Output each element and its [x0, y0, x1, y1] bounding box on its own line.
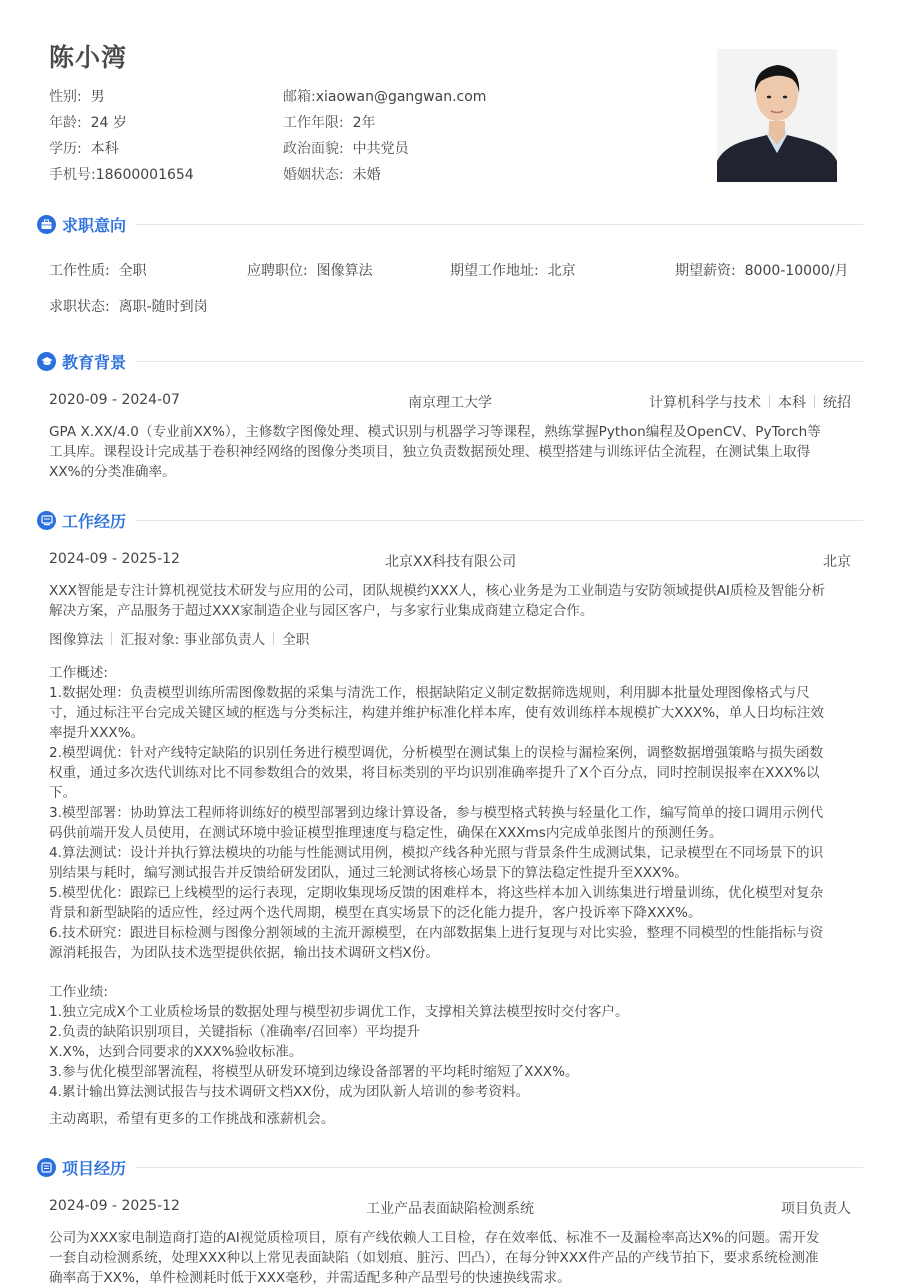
- school-name: 南京理工大学: [408, 395, 492, 411]
- job-position: 应聘职位: 图像算法: [247, 263, 373, 279]
- section-divider: [136, 361, 863, 362]
- job-location: 期望工作地址: 北京: [450, 263, 576, 279]
- separator: [769, 395, 770, 408]
- work-tag-report: 汇报对象: 事业部负责人: [120, 632, 266, 648]
- job-nature: 工作性质: 全职: [49, 263, 147, 279]
- info-experience-years: 工作年限: 2年: [283, 115, 376, 131]
- major: 计算机科学与技术: [649, 395, 761, 411]
- overview-title: 工作概述:: [49, 665, 108, 681]
- section-divider: [136, 224, 863, 225]
- leave-reason: 主动离职，希望有更多的工作挑战和涨薪机会。: [49, 1111, 335, 1127]
- candidate-name: 陈小湾: [49, 43, 128, 72]
- section-job-intent: [37, 212, 863, 236]
- education-period: 2020-09 - 2024-07: [49, 392, 180, 408]
- monitor-icon: [37, 511, 56, 530]
- work-achievements: 工作业绩: 1.独立完成X个工业质检场景的数据处理与模型初步调优工作，支撑相关算法模型按时交付客户。 2.负责的缺陷识别项目，关键指标（准确率/召回率）平均提升 X.X%，达到合同要求的XXX%验收标准。 3.参与优化模型部署流程，将模型从研发环境到边缘设备部署的平均耗时缩短了XXX%。 4.累计输出算法测试报告与技术调研文档XX份，成为团队新人培训的参考资料。: [49, 982, 849, 1102]
- enrollment-type: 统招: [823, 395, 851, 411]
- portrait-illustration: [717, 49, 837, 182]
- education-description: GPA X.XX/4.0（专业前XX%），主修数字图像处理、模式识别与机器学习等课程，熟练掌握Python编程及OpenCV、PyTorch等 工具库。课程设计完成基于卷积神经网络的图像分类项目，独立负责数据预处理、模型搭建与训练评估全流程，在测试集上取得 XX%的分类准确率。: [49, 424, 821, 480]
- separator: [273, 632, 274, 645]
- job-salary: 期望薪资: 8000-10000/月: [675, 263, 849, 279]
- section-divider: [136, 1167, 863, 1168]
- work-period: 2024-09 - 2025-12: [49, 551, 180, 567]
- graduation-cap-icon: [37, 352, 56, 371]
- work-tag-type: 全职: [282, 632, 310, 648]
- briefcase-icon: [37, 215, 56, 234]
- section-title: 求职意向: [62, 215, 127, 235]
- company-intro: XXX智能是专注计算机视觉技术研发与应用的公司，团队规模约XXX人，核心业务是为工业制造与安防领域提供AI质检及智能分析 解决方案，产品服务于超过XXX家制造企业与园区客户，与多家行业集成商建立稳定合作。: [49, 583, 826, 619]
- work-overview: 工作概述: 1.数据处理：负责模型训练所需图像数据的采集与清洗工作，根据缺陷定义制定数据筛选规则，利用脚本批量处理图像格式与尺 寸，通过标注平台完成关键区域的框选与分类标注，构建并维护标准化样本库，使有效训练样本规模扩大XXX%，单人日均标注效 率提升XXX%。 2.模型调优：针对产线特定缺陷的识别任务进行模型调优，分析模型在测试集上的误检与漏检案例，调整数据增强策略与损失函数 权重，通过多次迭代训练对比不同参数组合的效果，将目标类别的平均识别准确率提升了X个百分点，同时控制误报率在XXX%以 下。 3.模型部署：协助算法工程师将训练好的模型部署到边缘计算设备，参与模型格式转换与轻量化工作，编写简单的接口调用示例代 码供前端开发人员使用，在测试环境中验证模型推理速度与稳定性，确保在XXXms内完成单张图片的预测任务。 4.算法测试：设计并执行算法模块的功能与性能测试用例，模拟产线各种光照与背景条件生成测试集，记录模型在不同场景下的识 别结果与耗时，编写测试报告并反馈给研发团队，通过三轮测试将核心场景下的算法稳定性提升至XXX%。 5.模型优化：跟踪已上线模型的运行表现，定期收集现场反馈的困难样本，将这些样本加入训练集进行增量训练，优化模型对复杂 背景和新型缺陷的适应性，经过两个迭代周期，模型在真实场景下的泛化能力提升，客户投诉率下降XXX%。 6.技术研究：跟进目标检测与图像分割领域的主流开源模型，在内部数据集上进行复现与对比实验，整理不同模型的性能指标与资 源消耗报告，为团队技术选型提供依据，输出技术调研文档X份。: [49, 663, 849, 963]
- work-city: 北京: [823, 554, 851, 570]
- section-education: [37, 349, 863, 373]
- section-divider: [136, 520, 863, 521]
- info-phone: 手机号:18600001654: [49, 167, 194, 183]
- project-description: 公司为XXX家电制造商打造的AI视觉质检项目，原有产线依赖人工目检，存在效率低、标准不一及漏检率高达X%的问题。需开发 一套自动检测系统，处理XXX种以上常见表面缺陷（如划痕、脏污、凹凸），在每分钟XXX件产品的产线节拍下，要求系统检测准 确率高于XX%，单件检测耗时低于XXX毫秒，并需适配多种产品型号的快速换线需求。: [49, 1230, 820, 1286]
- project-period: 2024-09 - 2025-12: [49, 1198, 180, 1214]
- work-tags: [49, 628, 309, 648]
- project-role: 项目负责人: [781, 1201, 851, 1217]
- project-card-icon: [37, 1158, 56, 1177]
- info-gender: 性别: 男: [49, 89, 105, 105]
- info-age: 年龄: 24 岁: [49, 115, 127, 131]
- separator: [814, 395, 815, 408]
- section-title: 工作经历: [62, 511, 127, 531]
- section-project-experience: [37, 1155, 863, 1179]
- project-name: 工业产品表面缺陷检测系统: [366, 1201, 534, 1217]
- separator: [111, 632, 112, 645]
- degree: 本科: [778, 395, 806, 411]
- info-email: 邮箱:xiaowan@gangwan.com: [283, 89, 487, 105]
- info-marital-status: 婚姻状态: 未婚: [283, 167, 381, 183]
- job-status: 求职状态: 离职-随时到岗: [49, 299, 208, 315]
- work-tag-role: 图像算法: [49, 632, 104, 648]
- profile-photo: [717, 49, 837, 182]
- info-education: 学历: 本科: [49, 141, 119, 157]
- achievements-title: 工作业绩:: [49, 984, 108, 1000]
- info-political-status: 政治面貌: 中共党员: [283, 141, 409, 157]
- section-work-experience: [37, 508, 863, 532]
- section-title: 教育背景: [62, 352, 127, 372]
- section-title: 项目经历: [62, 1158, 127, 1178]
- education-details: [649, 392, 851, 412]
- company-name: 北京XX科技有限公司: [385, 554, 517, 570]
